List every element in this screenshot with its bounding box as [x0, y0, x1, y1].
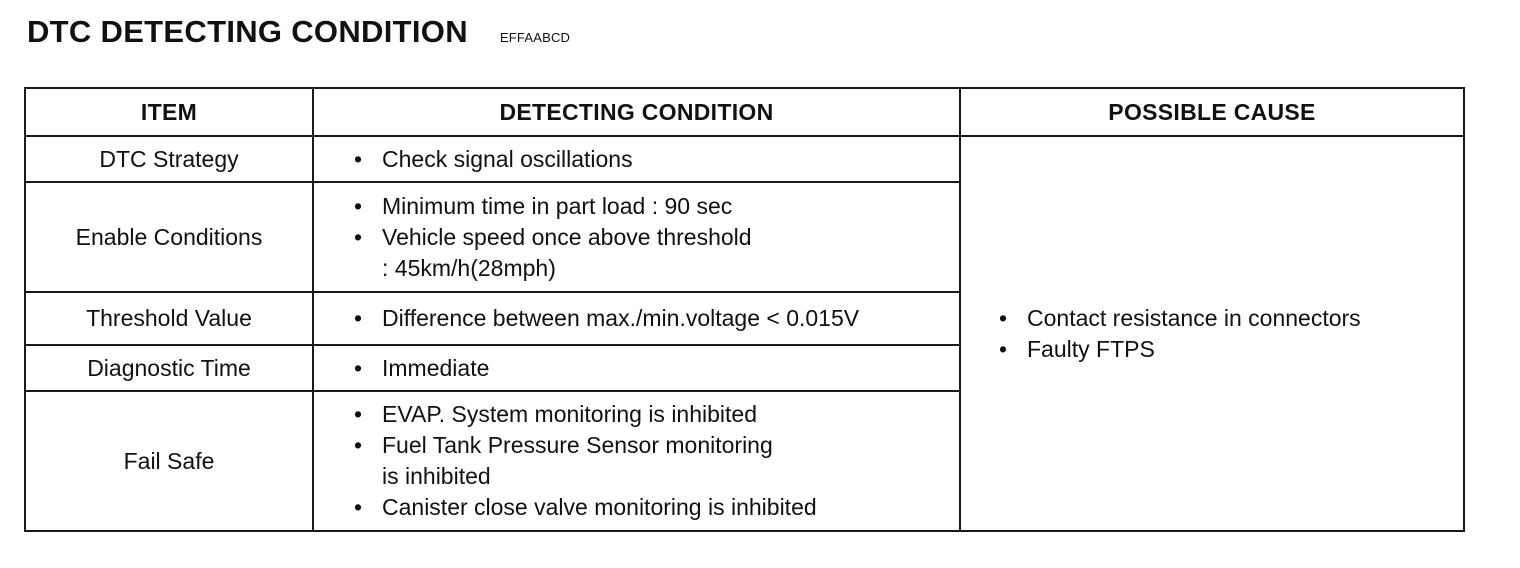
item-threshold-value: Threshold Value: [25, 292, 313, 345]
bullet-icon: •: [354, 145, 363, 172]
condition-diagnostic-time: [313, 345, 960, 391]
header-detecting-condition: DETECTING CONDITION: [313, 88, 960, 136]
page-title: DTC DETECTING CONDITION: [27, 14, 468, 49]
bullet-icon: •: [354, 192, 363, 219]
bullet-icon: •: [354, 223, 363, 250]
bullet-icon: •: [354, 354, 363, 381]
item-fail-safe: Fail Safe: [25, 391, 313, 531]
page-heading: [27, 14, 570, 60]
condition-bullet: • Immediate: [354, 353, 949, 384]
header-item: ITEM: [25, 88, 313, 136]
header-possible-cause: POSSIBLE CAUSE: [960, 88, 1464, 136]
condition-fail-safe: [313, 391, 960, 531]
condition-bullet: • EVAP. System monitoring is inhibited: [354, 399, 949, 430]
cause-bullet: • Faulty FTPS: [999, 334, 1453, 365]
item-dtc-strategy: DTC Strategy: [25, 136, 313, 182]
condition-bullet: • Fuel Tank Pressure Sensor monitoring is inhibited: [354, 432, 773, 489]
condition-bullet: • Vehicle speed once above threshold : 45km/h(28mph): [354, 223, 752, 281]
bullet-icon: •: [354, 401, 363, 427]
condition-bullet: • Difference between max./min.voltage < 0.015V: [354, 303, 949, 334]
condition-bullet: • Minimum time in part load : 90 sec: [354, 191, 949, 222]
condition-bullet: • Check signal oscillations: [354, 144, 949, 175]
item-diagnostic-time: Diagnostic Time: [25, 345, 313, 391]
bullet-icon: •: [354, 432, 363, 458]
condition-enable-conditions: [313, 182, 960, 292]
cause-bullet: • Contact resistance in connectors: [999, 303, 1453, 334]
table-row: [25, 136, 1464, 182]
bullet-icon: •: [999, 304, 1008, 331]
condition-bullet: • Canister close valve monitoring is inhibited: [354, 492, 949, 523]
bullet-icon: •: [354, 305, 363, 331]
condition-threshold-value: [313, 292, 960, 345]
condition-dtc-strategy: [313, 136, 960, 182]
table-header-row: [25, 88, 1464, 136]
dtc-condition-table: [24, 87, 1465, 532]
item-enable-conditions: Enable Conditions: [25, 182, 313, 292]
bullet-icon: •: [354, 494, 363, 520]
possible-cause-cell: [960, 136, 1464, 531]
bullet-icon: •: [999, 335, 1008, 362]
document-code: EFFAABCD: [499, 30, 571, 45]
